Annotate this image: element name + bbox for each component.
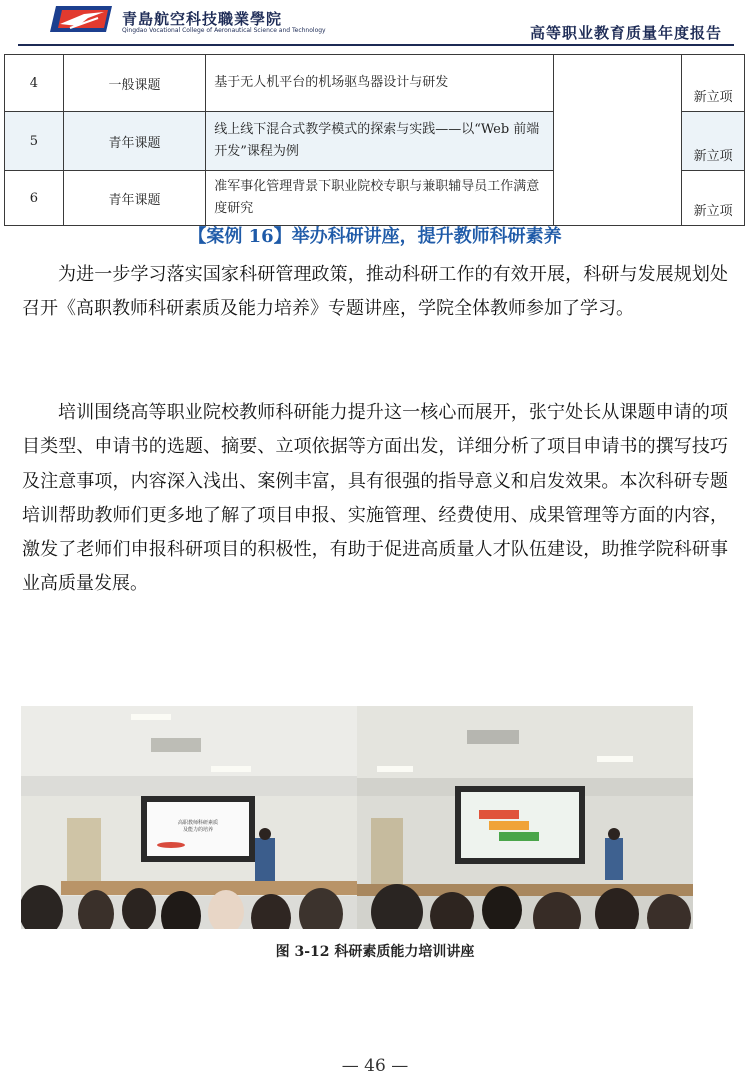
body-paragraph: 为进一步学习落实国家科研管理政策，推动科研工作的有效开展，科研与发展规划处召开《高职教师科研素质及能力培养》专题讲座，学院全体教师参加了学习。 <box>22 264 728 320</box>
project-status: 新立项 <box>682 171 745 226</box>
project-title: 准军事化管理背景下职业院校专职与兼职辅导员工作满意度研究 <box>206 171 554 226</box>
school-name-en: Qingdao Vocational College of Aeronautical Science and Technology <box>122 27 326 34</box>
body-paragraph: 培训围绕高等职业院校教师科研能力提升这一核心而展开，张宁处长从课题申请的项目类型、申请书的选题、摘要、立项依据等方面出发，详细分析了项目申请书的撰写技巧及注意事项，内容深入浅出、案例丰富，具有很强的指导意义和启发效果。本次科研专题培训帮助教师们更多地了解了项目申报、实施管理、经费使用、成果管理等方面的内容，激发了老师们申报科研项目的积极性，有助于促进高质量人才队伍建设，助推学院科研事业高质量发展。 <box>22 402 728 595</box>
project-type: 一般课题 <box>63 55 205 112</box>
project-status: 新立项 <box>682 112 745 171</box>
row-number: 5 <box>5 112 64 171</box>
project-type: 青年课题 <box>63 112 205 171</box>
lecture-photo-left <box>21 706 357 929</box>
page-header <box>0 0 750 46</box>
row-number: 6 <box>5 171 64 226</box>
blank-cell <box>553 55 681 226</box>
research-topics-table <box>4 54 745 226</box>
page-number: — 46 — <box>341 1056 409 1076</box>
case-title: 【案例 16】举办科研讲座，提升教师科研素养 <box>188 226 562 247</box>
row-number: 4 <box>5 55 64 112</box>
table-row <box>5 55 745 112</box>
school-name-cn: 青島航空科技職業學院 <box>122 10 283 28</box>
project-title: 线上线下混合式教学模式的探索与实践——以“Web 前端开发”课程为例 <box>206 112 554 171</box>
lecture-photo-right <box>357 706 693 929</box>
project-status: 新立项 <box>682 55 745 112</box>
report-title: 高等职业教育质量年度报告 <box>529 24 722 42</box>
project-title: 基于无人机平台的机场驱鸟器设计与研发 <box>206 55 554 112</box>
figure-caption: 图 3-12 科研素质能力培训讲座 <box>275 944 475 960</box>
slide-title-line: 高职教师科研素质 <box>177 820 219 826</box>
college-logo <box>48 4 114 34</box>
slide-title-line: 及能力的培养 <box>182 827 214 833</box>
project-type: 青年课题 <box>63 171 205 226</box>
header-divider <box>18 44 734 46</box>
